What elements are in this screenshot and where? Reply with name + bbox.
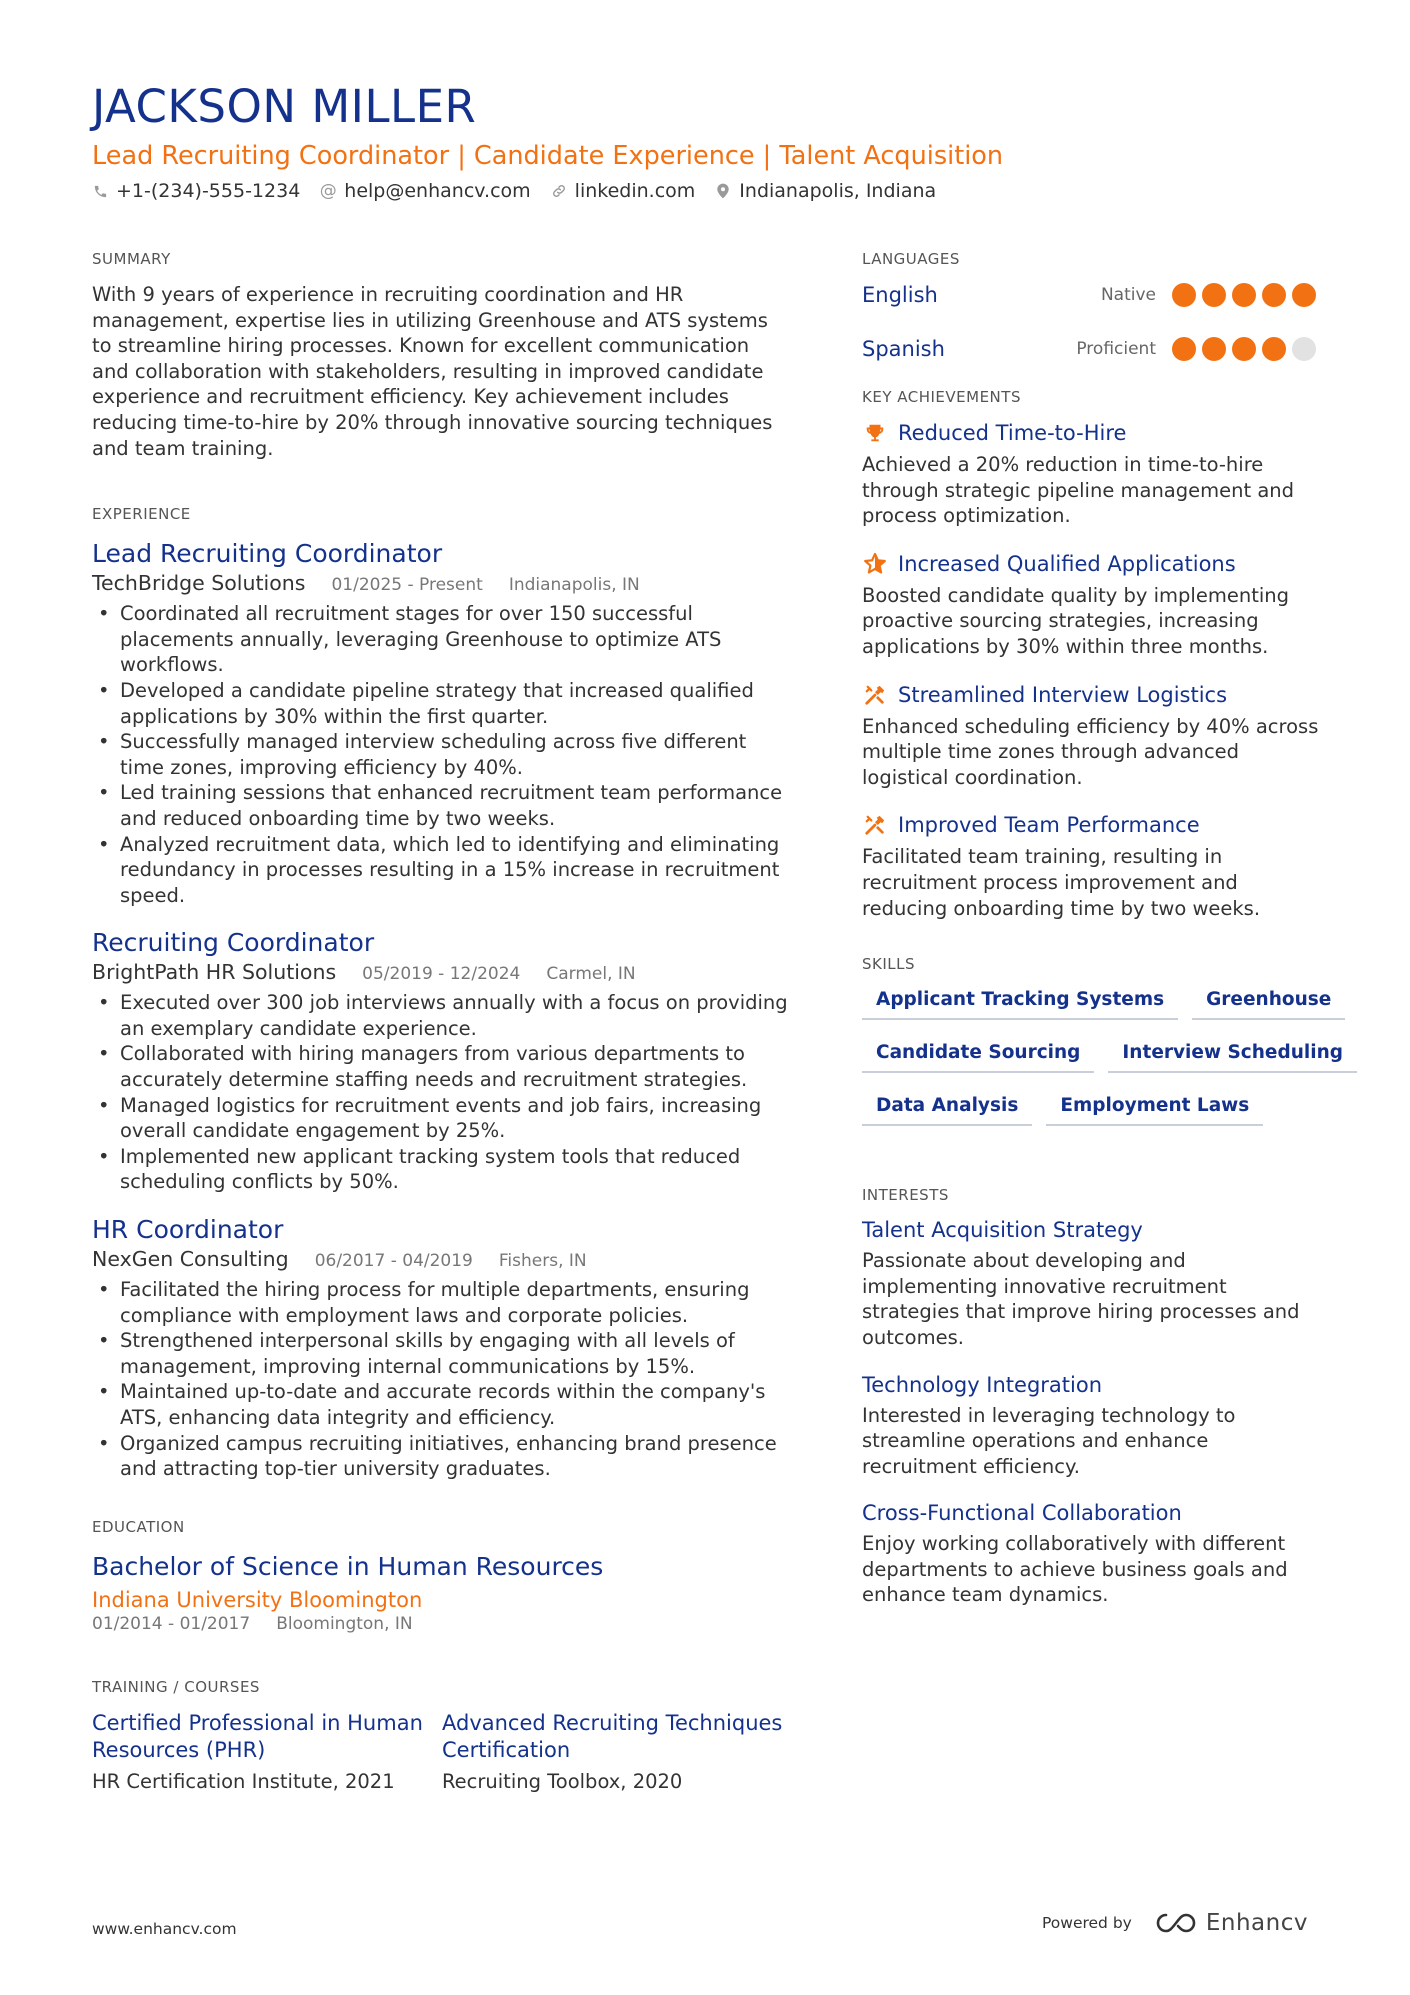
training-section (92, 1678, 792, 1793)
summary-section (92, 250, 792, 461)
location-text: Indianapolis, Indiana (739, 180, 937, 202)
contact-linkedin[interactable] (551, 180, 696, 202)
achievement-item (862, 682, 1322, 791)
trophy-icon (862, 420, 888, 446)
right-column (862, 250, 1343, 1630)
rating-dot-filled (1232, 283, 1256, 307)
interest-desc: Enjoy working collaboratively with different departments to achieve business goals and enhance team dynamics. (862, 1532, 1288, 1607)
achievement-title: Increased Qualified Applications (898, 551, 1236, 576)
achievement-desc: Enhanced scheduling efficiency by 40% across multiple time zones through advanced logistical coordination. (862, 714, 1319, 789)
skill-row (862, 989, 1332, 1020)
job-dates: 05/2019 - 12/2024 (362, 964, 521, 985)
language-item (862, 334, 1322, 364)
rating-dot-filled (1202, 283, 1226, 307)
languages-section (862, 250, 1322, 364)
star-icon (862, 551, 888, 577)
bullet-item: • Led training sessions that enhanced recruitment team performance and reduced onboarding time by two weeks. (92, 780, 792, 831)
contact-bar (92, 180, 956, 202)
course-item (442, 1710, 792, 1793)
job-meta (92, 1247, 792, 1271)
at-icon: @ (319, 181, 337, 201)
rating-dot-filled (1262, 283, 1286, 307)
job-dates: 01/2025 - Present (331, 575, 483, 596)
contact-phone[interactable] (92, 180, 300, 202)
job-dates: 06/2017 - 04/2019 (314, 1251, 473, 1272)
brand-name: Enhancv (1205, 1910, 1308, 1936)
language-name: English (862, 283, 938, 307)
rating-dot-empty (1292, 337, 1316, 361)
section-title: KEY ACHIEVEMENTS (862, 388, 1021, 406)
bullet-item: • Analyzed recruitment data, which led to identifying and eliminating redundancy in processes resulting in a 15% increase in recruitment speed. (92, 832, 792, 909)
bullet-item: • Maintained up-to-date and accurate records within the company's ATS, enhancing data integrity and efficiency. (92, 1379, 792, 1430)
education-section (92, 1518, 792, 1634)
achievement-desc: Achieved a 20% reduction in time-to-hire through strategic pipeline management and process optimization. (862, 453, 1295, 528)
candidate-name: JACKSON MILLER (92, 80, 477, 133)
section-title: LANGUAGES (862, 250, 960, 268)
section-title: INTERESTS (862, 1186, 949, 1205)
achievement-item (862, 420, 1322, 529)
skill-tag: Candidate Sourcing (862, 1042, 1094, 1073)
phone-icon (92, 183, 108, 199)
interest-item (862, 1501, 1322, 1608)
left-column (92, 250, 792, 1793)
location-pin-icon (715, 183, 731, 199)
skills-section (862, 955, 1343, 1126)
skill-tag: Data Analysis (862, 1095, 1032, 1126)
headline: Lead Recruiting Coordinator | Candidate Experience | Talent Acquisition (92, 141, 1004, 171)
job-entry (92, 1215, 792, 1482)
job-company: NexGen Consulting (92, 1247, 289, 1272)
course-title: Advanced Recruiting Techniques Certification (442, 1710, 783, 1762)
job-location: Indianapolis, IN (508, 575, 640, 596)
achievement-item (862, 551, 1322, 660)
rating-dot-filled (1202, 337, 1226, 361)
skill-tag: Applicant Tracking Systems (862, 989, 1178, 1020)
job-entry (92, 539, 792, 908)
course-item (92, 1710, 442, 1793)
education-location: Bloomington, IN (276, 1613, 413, 1634)
bullet-item: • Successfully managed interview scheduling across five different time zones, improving efficiency by 40%. (92, 729, 792, 780)
enhancv-logo-icon (1154, 1912, 1198, 1934)
section-title: EDUCATION (92, 1517, 185, 1536)
bullet-item: • Facilitated the hiring process for multiple departments, ensuring compliance with employment laws and corporate policies. (92, 1277, 792, 1328)
language-rating (1172, 283, 1322, 307)
skill-row (862, 1095, 1322, 1126)
achievement-title: Reduced Time-to-Hire (898, 421, 1127, 445)
skill-tag: Greenhouse (1192, 989, 1345, 1020)
language-level: Proficient (1076, 339, 1156, 359)
achievement-item (862, 812, 1322, 921)
achievement-head (862, 682, 1322, 708)
bullet-item: • Collaborated with hiring managers from various departments to accurately determine staffing needs and recruitment strategies. (92, 1041, 792, 1092)
interest-title: Talent Acquisition Strategy (862, 1218, 1143, 1243)
achievements-section (862, 388, 1322, 921)
tools-icon (862, 682, 888, 708)
language-name: Spanish (862, 337, 945, 361)
job-entry (92, 928, 792, 1195)
rating-dot-filled (1262, 337, 1286, 361)
linkedin-text: linkedin.com (574, 180, 696, 202)
interest-desc: Passionate about developing and implementing innovative recruitment strategies that improve hiring processes and outcomes. (862, 1249, 1300, 1349)
achievement-head (862, 812, 1322, 838)
enhancv-logo[interactable] (1154, 1910, 1308, 1936)
bullet-item: • Developed a candidate pipeline strategy that increased qualified applications by 30% within the first quarter. (92, 678, 792, 729)
achievement-desc: Boosted candidate quality by implementing proactive sourcing strategies, increasing applications by 30% within three months. (862, 583, 1289, 658)
footer-website[interactable]: www.enhancv.com (92, 1920, 237, 1938)
section-title: SKILLS (862, 955, 916, 974)
achievement-title: Improved Team Performance (898, 813, 1200, 838)
job-title: HR Coordinator (92, 1215, 284, 1245)
job-company: TechBridge Solutions (92, 571, 306, 596)
footer-brand (1042, 1910, 1308, 1936)
interest-desc: Interested in leveraging technology to streamline operations and enhance recruitment efficiency. (862, 1403, 1236, 1478)
skill-tag: Employment Laws (1046, 1095, 1263, 1126)
course-issuer: Recruiting Toolbox, 2020 (442, 1769, 683, 1793)
job-title: Recruiting Coordinator (92, 928, 375, 958)
course-issuer: HR Certification Institute, 2021 (92, 1769, 395, 1793)
summary-text: With 9 years of experience in recruiting coordination and HR management, expertise lies in utilizing Greenhouse and ATS systems to streamline hiring processes. Known for excellent communication and collaboration with stakeholders, resulting in improved candidate experience and recruitment efficiency. Key achievement includes reducing time-to-hire by 20% through innovative sourcing techniques and team training. (92, 283, 773, 460)
achievement-head (862, 420, 1322, 446)
skill-row (862, 1042, 1343, 1073)
email-text: help@enhancv.com (344, 180, 531, 202)
phone-text: +1-(234)-555-1234 (116, 180, 301, 202)
section-title: SUMMARY (92, 250, 171, 268)
interest-item (862, 1373, 1322, 1480)
section-title: EXPERIENCE (92, 505, 191, 524)
interests-section (862, 1186, 1322, 1608)
bullet-item: • Organized campus recruiting initiatives, enhancing brand presence and attracting top-tier university graduates. (92, 1431, 792, 1482)
job-company: BrightPath HR Solutions (92, 960, 337, 985)
interest-title: Technology Integration (862, 1372, 1103, 1397)
contact-location (715, 180, 936, 202)
education-dates: 01/2014 - 01/2017 (92, 1613, 251, 1634)
job-meta (92, 571, 792, 595)
bullet-item: • Strengthened interpersonal skills by engaging with all levels of management, improving internal communications by 15%. (92, 1328, 792, 1379)
degree-title: Bachelor of Science in Human Resources (92, 1551, 604, 1581)
achievement-head (862, 551, 1322, 577)
job-bullets (92, 1277, 792, 1482)
language-level: Native (1100, 285, 1156, 305)
job-bullets (92, 601, 792, 908)
bullet-item: • Implemented new applicant tracking system tools that reduced scheduling conflicts by 50%. (92, 1144, 792, 1195)
section-title: TRAINING / COURSES (92, 1677, 260, 1696)
bullet-item: • Executed over 300 job interviews annually with a focus on providing an exemplary candidate experience. (92, 990, 792, 1041)
link-icon (551, 183, 567, 199)
education-meta (92, 1614, 792, 1634)
bullet-item: • Managed logistics for recruitment events and job fairs, increasing overall candidate engagement by 25%. (92, 1093, 792, 1144)
language-item (862, 280, 1322, 310)
job-bullets (92, 990, 792, 1195)
achievement-desc: Facilitated team training, resulting in recruitment process improvement and reducing onboarding time by two weeks. (862, 845, 1261, 920)
experience-section (92, 505, 792, 1482)
rating-dot-filled (1172, 337, 1196, 361)
achievement-title: Streamlined Interview Logistics (898, 682, 1228, 707)
powered-by-text: Powered by (1042, 1914, 1132, 1932)
interest-title: Cross-Functional Collaboration (862, 1501, 1182, 1526)
course-title: Certified Professional in Human Resources (PHR) (92, 1710, 423, 1762)
interest-item (862, 1218, 1322, 1350)
tools-icon (862, 812, 888, 838)
course-list (92, 1710, 792, 1793)
language-rating (1172, 337, 1322, 361)
bullet-item: • Coordinated all recruitment stages for over 150 successful placements annually, leveraging Greenhouse to optimize ATS workflows. (92, 601, 792, 678)
school-name: Indiana University Bloomington (92, 1587, 423, 1612)
rating-dot-filled (1172, 283, 1196, 307)
rating-dot-filled (1232, 337, 1256, 361)
contact-email[interactable] (320, 180, 530, 202)
job-meta (92, 960, 792, 984)
job-title: Lead Recruiting Coordinator (92, 539, 443, 569)
rating-dot-filled (1292, 283, 1316, 307)
job-location: Fishers, IN (498, 1251, 587, 1272)
job-location: Carmel, IN (546, 964, 636, 985)
skill-tag: Interview Scheduling (1108, 1042, 1357, 1073)
